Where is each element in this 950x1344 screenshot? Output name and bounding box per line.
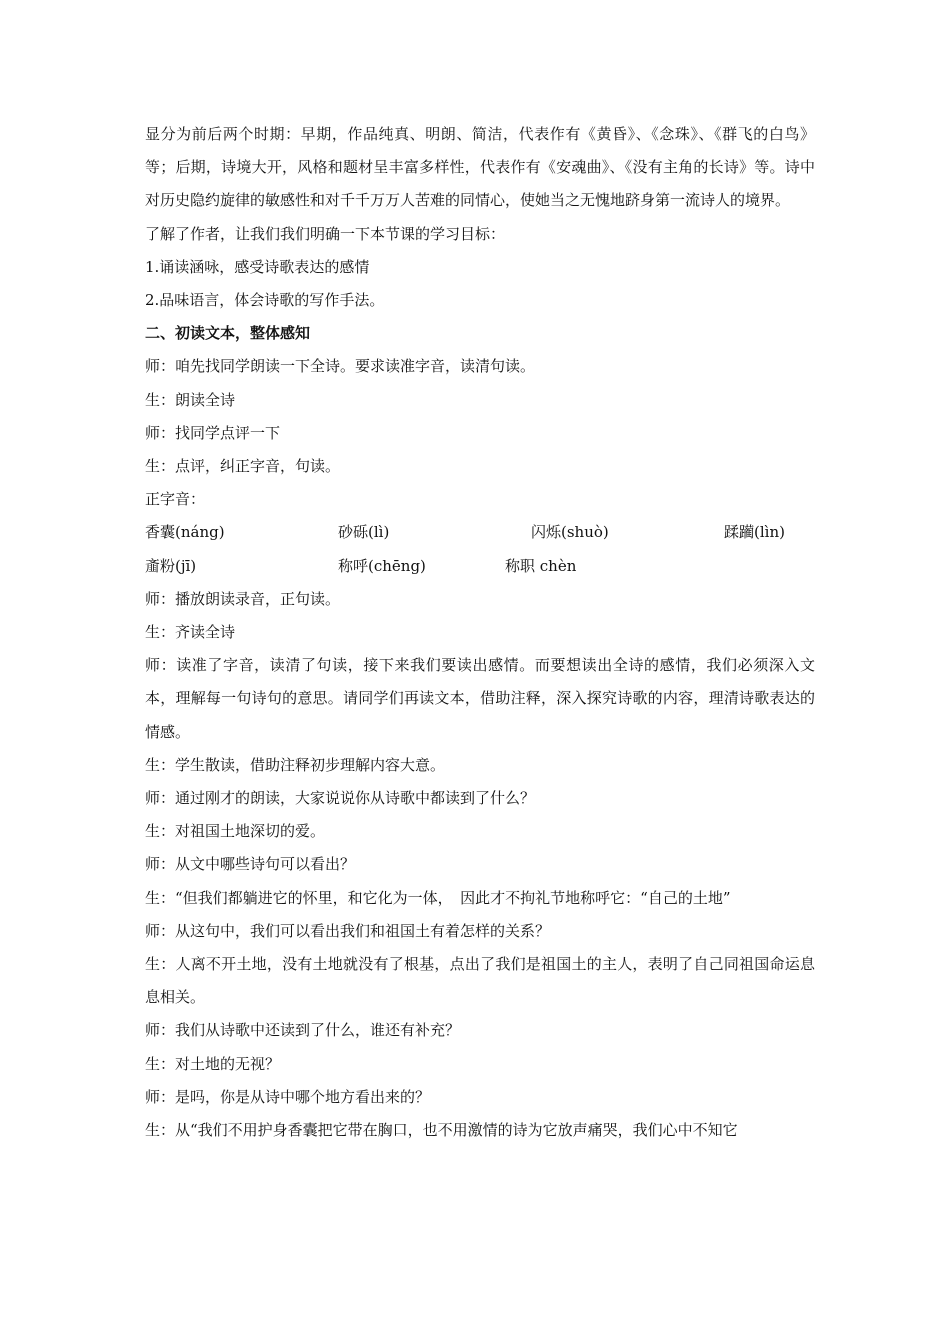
- pronunciation-row: [145, 516, 815, 549]
- dialogue-line: 师：我们从诗歌中还读到了什么，谁还有补充？: [145, 1021, 461, 1040]
- dialogue-line: 生：“但我们都躺进它的怀里，和它化为一体， 因此才不拘礼节地称呼它：“自己的土地”: [145, 888, 731, 907]
- pronunciation-item: 砂砾(lì): [338, 523, 390, 542]
- document-page: [145, 118, 815, 1147]
- pronunciation-label: 正字音：: [145, 490, 206, 509]
- dialogue-line: 生：从“我们不用护身香囊把它带在胸口，也不用激情的诗为它放声痛哭，我们心中不知它: [145, 1121, 738, 1140]
- dialogue-line: 师：播放朗读录音，正句读。: [145, 589, 341, 608]
- pronunciation-item: 齑粉(jī): [145, 556, 197, 575]
- dialogue-paragraph: 师：读准了字音，读清了句读，接下来我们要读出感情。而要想读出全诗的感情，我们必须深入文本，理解每一句诗句的意思。请同学们再读文本，借助注释，深入探究诗歌的内容，理清诗歌表达的情感。: [145, 656, 815, 741]
- pronunciation-item: 闪烁(shuò): [531, 523, 609, 542]
- section-heading: 二、初读文本，整体感知: [145, 324, 311, 343]
- dialogue-line: 师：咱先找同学朗读一下全诗。要求读准字音，读清句读。: [145, 357, 536, 376]
- dialogue-line: 师：找同学点评一下: [145, 423, 281, 442]
- dialogue-line: 师：从这句中，我们可以看出我们和祖国土有着怎样的关系？: [145, 921, 551, 940]
- dialogue-line: 生：齐读全诗: [145, 623, 236, 642]
- dialogue-line: 生：点评，纠正字音，句读。: [145, 457, 341, 476]
- pronunciation-row: [145, 550, 815, 583]
- dialogue-paragraph: 生：人离不开土地，没有土地就没有了根基，点出了我们是祖国土的主人，表明了自己同祖国命运息息相关。: [145, 955, 815, 1007]
- dialogue-line: 师：从文中哪些诗句可以看出？: [145, 855, 356, 874]
- goals-intro: 了解了作者，让我们我们明确一下本节课的学习目标：: [145, 224, 506, 243]
- pronunciation-item: 称职 chèn: [505, 556, 577, 575]
- dialogue-line: 生：对祖国土地深切的爱。: [145, 822, 326, 841]
- pronunciation-item: 称呼(chēng): [338, 556, 426, 575]
- goal-1: 1.诵读涵咏，感受诗歌表达的感情: [145, 257, 370, 276]
- dialogue-line: 生：对土地的无视？: [145, 1054, 281, 1073]
- goal-2: 2.品味语言，体会诗歌的写作手法。: [145, 291, 385, 310]
- pronunciation-item: 香囊(náng): [145, 523, 225, 542]
- pronunciation-item: 蹂躏(lìn): [724, 523, 785, 542]
- author-intro-paragraph: 显分为前后两个时期：早期，作品纯真、明朗、简洁，代表作有《黄昏》、《念珠》、《群飞的白鸟》等；后期，诗境大开，风格和题材呈丰富多样性，代表作有《安魂曲》、《没有主角的长诗》等。诗中对历史隐约旋律的敏感性和对千千万万人苦难的同情心，使她当之无愧地跻身第一流诗人的境界。: [145, 125, 815, 210]
- dialogue-line: 师：是吗，你是从诗中哪个地方看出来的？: [145, 1087, 431, 1106]
- dialogue-line: 生：朗读全诗: [145, 390, 236, 409]
- dialogue-line: 师：通过刚才的朗读，大家说说你从诗歌中都读到了什么？: [145, 789, 536, 808]
- dialogue-line: 生：学生散读，借助注释初步理解内容大意。: [145, 755, 446, 774]
